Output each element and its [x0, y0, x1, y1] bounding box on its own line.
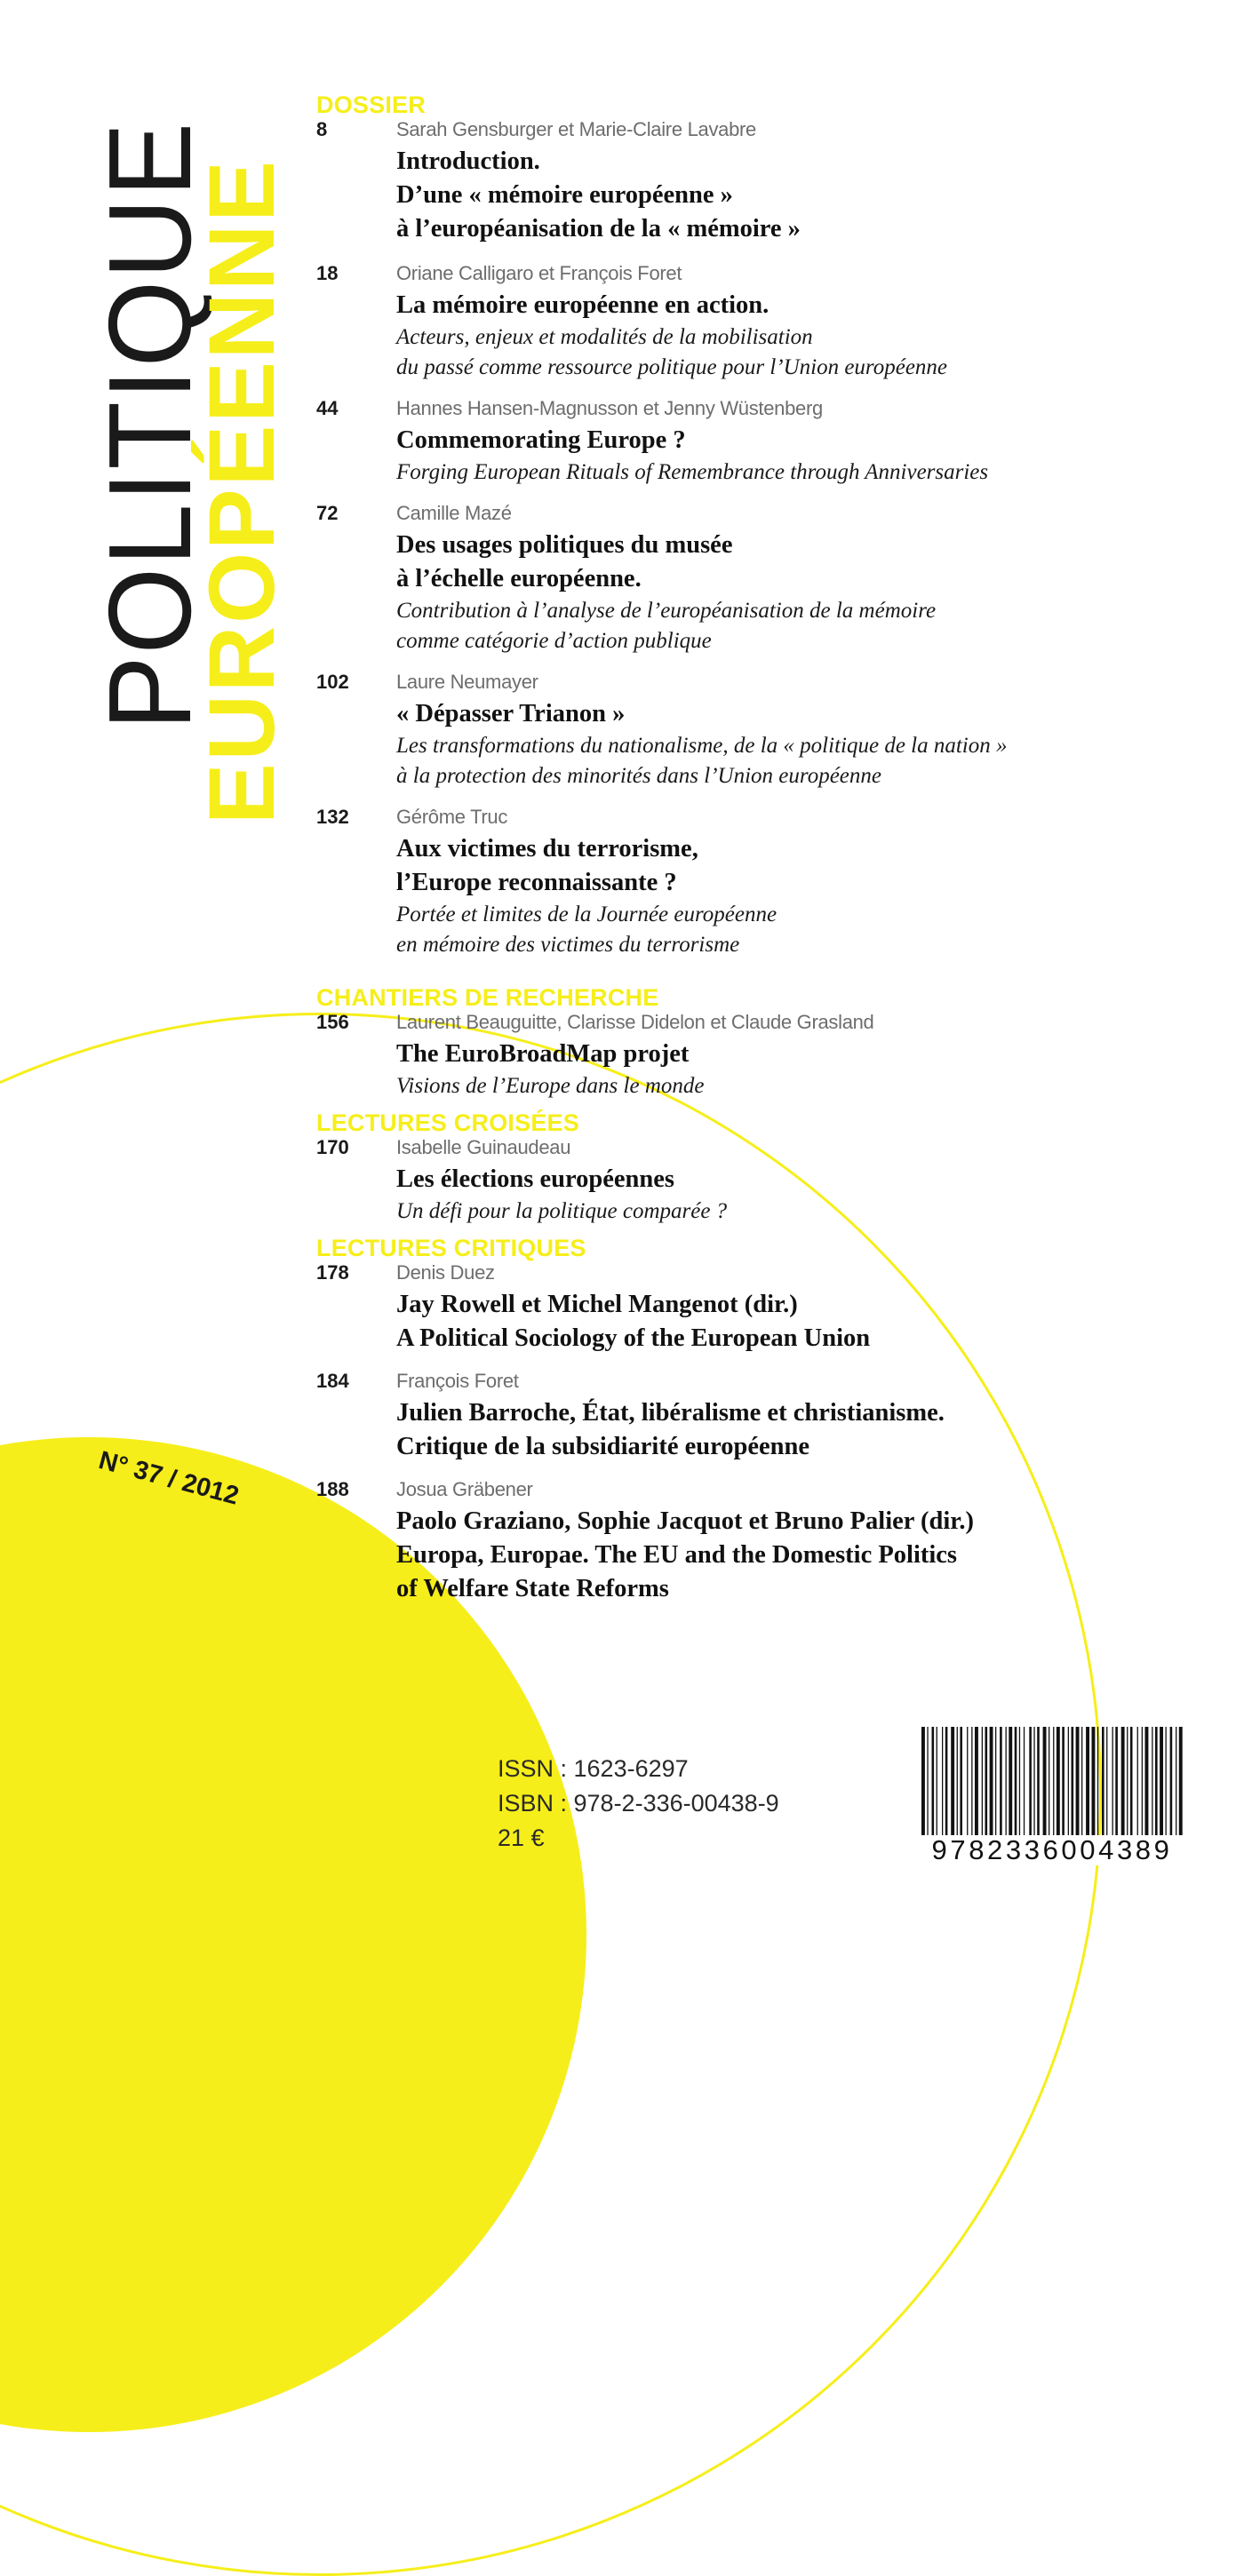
journal-title-europeenne: EUROPÉENNE — [190, 158, 294, 824]
page-number: 184 — [316, 1370, 349, 1392]
author-names: Isabelle Guinaudeau — [396, 1136, 571, 1158]
page-number: 132 — [316, 806, 349, 828]
article-title: Aux victimes du terrorisme, l’Europe reconnaissante ? — [396, 835, 698, 896]
author-names: François Foret — [396, 1370, 519, 1392]
article-subtitle: Forging European Rituals of Remembrance through Anniversaries — [396, 460, 989, 484]
toc-entry — [316, 671, 1205, 791]
journal-title-politique: POLITIQUE — [84, 120, 215, 731]
article-title: Paolo Graziano, Sophie Jacquot et Bruno Palier (dir.) Europa, Europae. The EU and the Domestic Politics of Welfare State Reforms — [396, 1507, 974, 1602]
price: 21 € — [498, 1825, 545, 1851]
article-title: Les élections européennes — [396, 1165, 674, 1193]
issue-number: N° 37 / 2012 — [95, 1446, 243, 1511]
toc-entry — [316, 806, 1205, 960]
author-names: Josua Gräbener — [396, 1478, 533, 1500]
section-lectures-croisees — [316, 1110, 1205, 1227]
author-names: Camille Mazé — [396, 502, 512, 524]
section-heading: LECTURES CRITIQUES — [316, 1235, 586, 1261]
toc-entry — [316, 1136, 1205, 1227]
article-subtitle: Acteurs, enjeux et modalités de la mobilisation du passé comme ressource politique pour l’Union européenne — [396, 325, 948, 379]
article-title: Commemorating Europe ? — [396, 426, 686, 454]
article-title: Introduction. D’une « mémoire européenne » à l’européanisation de la « mémoire » — [396, 147, 801, 242]
toc-entry — [316, 262, 1205, 383]
page-number: 102 — [316, 671, 349, 693]
isbn: ISBN : 978-2-336-00438-9 — [498, 1790, 779, 1817]
article-title: The EuroBroadMap projet — [396, 1040, 690, 1068]
journal-title — [78, 89, 294, 826]
page-number: 156 — [316, 1011, 349, 1033]
toc-entry — [316, 1370, 1205, 1464]
article-subtitle: Portée et limites de la Journée européenne en mémoire des victimes du terrorisme — [396, 902, 778, 957]
page-number: 188 — [316, 1478, 349, 1500]
toc-entry — [316, 397, 1205, 488]
section-dossier — [316, 92, 1205, 960]
section-lectures-critiques — [316, 1236, 1205, 1606]
table-of-contents — [316, 92, 1205, 1606]
toc-entry — [316, 502, 1205, 656]
author-names: Gérôme Truc — [396, 806, 508, 828]
article-title: Des usages politiques du musée à l’échelle européenne. — [396, 531, 733, 592]
publication-info — [498, 1752, 779, 1856]
barcode-number: 9782336004389 — [920, 1835, 1184, 1865]
author-names: Hannes Hansen-Magnusson et Jenny Wüstenberg — [396, 397, 823, 419]
toc-entry — [316, 1261, 1205, 1356]
article-title: Julien Barroche, État, libéralisme et christianisme. Critique de la subsidiarité européenne — [396, 1399, 945, 1460]
issn: ISSN : 1623-6297 — [498, 1755, 689, 1782]
article-subtitle: Les transformations du nationalisme, de la « politique de la nation » à la protection des minorités dans l’Union européenne — [396, 734, 1008, 788]
article-title: Jay Rowell et Michel Mangenot (dir.) A Political Sociology of the European Union — [396, 1291, 871, 1352]
author-names: Sarah Gensburger et Marie-Claire Lavabre — [396, 118, 756, 140]
author-names: Oriane Calligaro et François Foret — [396, 262, 682, 284]
author-names: Laure Neumayer — [396, 671, 538, 693]
article-subtitle: Visions de l’Europe dans le monde — [396, 1074, 705, 1098]
page-number: 178 — [316, 1261, 349, 1284]
page-number: 170 — [316, 1136, 349, 1158]
page-number: 72 — [316, 502, 339, 524]
section-heading: CHANTIERS DE RECHERCHE — [316, 984, 659, 1011]
page-number: 8 — [316, 118, 328, 140]
page-number: 18 — [316, 262, 339, 284]
article-subtitle: Contribution à l’analyse de l’européanisation de la mémoire comme catégorie d’action publique — [396, 599, 937, 653]
toc-entry — [316, 1011, 1205, 1101]
toc-entry — [316, 1478, 1205, 1606]
article-subtitle: Un défi pour la politique comparée ? — [396, 1199, 728, 1223]
section-chantiers-de-recherche — [316, 985, 1205, 1101]
article-title: « Dépasser Trianon » — [396, 700, 626, 727]
author-names: Denis Duez — [396, 1261, 495, 1284]
page-number: 44 — [316, 397, 339, 419]
author-names: Laurent Beauguitte, Clarisse Didelon et Claude Grasland — [396, 1011, 874, 1033]
article-title: La mémoire européenne en action. — [396, 291, 770, 319]
section-heading: LECTURES CROISÉES — [316, 1109, 579, 1136]
toc-entry — [316, 118, 1205, 246]
section-heading: DOSSIER — [316, 91, 426, 118]
